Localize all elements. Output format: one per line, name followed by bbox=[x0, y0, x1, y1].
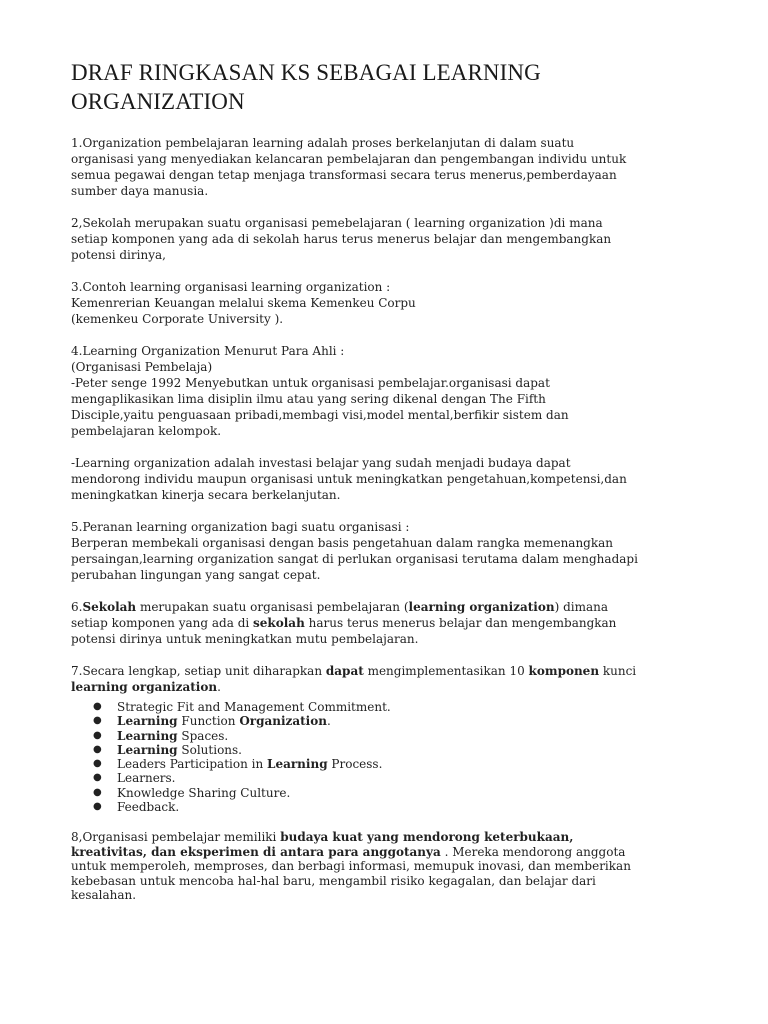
paragraph-line: mengaplikasikan lima disiplin ilmu atau yang sering dikenal dengan The Fifth bbox=[71, 392, 546, 406]
paragraph-line: mendorong individu maupun organisasi untuk meningkatkan pengetahuan,kompetensi,dan bbox=[71, 472, 627, 486]
bold-run: Sekolah bbox=[82, 600, 137, 614]
paragraph-line: (Organisasi Pembelaja) bbox=[71, 360, 213, 374]
text-run: Feedback. bbox=[117, 800, 180, 815]
bold-run: budaya kuat yang mendorong keterbukaan, bbox=[280, 830, 574, 845]
paragraph-line: 5.Peranan learning organization bagi suatu organisasi : bbox=[71, 520, 410, 534]
text-run: 6. bbox=[71, 600, 83, 614]
bold-run: komponen bbox=[528, 664, 600, 678]
paragraph-line bbox=[71, 599, 668, 615]
paragraph-line: 3.Contoh learning organisasi learning organization : bbox=[71, 280, 391, 294]
list-item bbox=[71, 729, 668, 743]
paragraph-line: kesalahan. bbox=[71, 888, 137, 903]
list-item bbox=[71, 714, 668, 728]
bold-run: Learning bbox=[117, 742, 178, 757]
paragraph-line: potensi dirinya, bbox=[71, 248, 166, 262]
bullet-icon: ● bbox=[93, 772, 102, 784]
paragraph-line bbox=[71, 615, 668, 631]
bold-run: Organization bbox=[239, 714, 327, 729]
list-item bbox=[71, 800, 668, 814]
bold-run: kreativitas, dan eksperimen di antara para anggotanya bbox=[71, 844, 441, 859]
text-run: merupakan suatu organisasi pembelajaran ( bbox=[136, 600, 409, 614]
bold-run: Learning bbox=[267, 757, 328, 772]
text-run: Leaders Participation in bbox=[117, 757, 268, 772]
paragraph-line: pembelajaran kelompok. bbox=[71, 424, 222, 438]
bold-run: learning organization bbox=[408, 600, 555, 614]
bold-run: dapat bbox=[325, 664, 364, 678]
text-run: Solutions. bbox=[177, 742, 242, 757]
text-run: 7.Secara lengkap, setiap unit diharapkan bbox=[71, 664, 326, 678]
text-run: Spaces. bbox=[177, 728, 229, 743]
paragraph-line: Disciple,yaitu penguasaan pribadi,membagi visi,model mental,berfikir sistem dan bbox=[71, 408, 569, 422]
paragraph-line: 1.Organization pembelajaran learning adalah proses berkelanjutan di dalam suatu bbox=[71, 136, 575, 150]
paragraph-6 bbox=[71, 599, 668, 647]
paragraph-8 bbox=[71, 830, 668, 903]
paragraph-line: meningkatkan kinerja secara berkelanjutan. bbox=[71, 488, 341, 502]
list-item bbox=[71, 700, 668, 714]
paragraph-line bbox=[71, 663, 668, 679]
paragraph-line bbox=[71, 845, 668, 860]
paragraph-line: 2,Sekolah merupakan suatu organisasi pemebelajaran ( learning organization )di mana bbox=[71, 216, 603, 230]
list-item bbox=[71, 771, 668, 785]
text-run: harus terus menerus belajar dan mengembangkan bbox=[304, 616, 617, 630]
text-run: mengimplementasikan 10 bbox=[363, 664, 529, 678]
text-run: Knowledge Sharing Culture. bbox=[117, 785, 291, 800]
title-line-2: ORGANIZATION bbox=[71, 89, 245, 114]
bold-run: Learning bbox=[117, 728, 178, 743]
paragraph-1 bbox=[71, 135, 668, 199]
text-run: setiap komponen yang ada di bbox=[71, 616, 254, 630]
paragraph-line: semua pegawai dengan tetap menjaga transformasi secara terus menerus,pemberdayaan bbox=[71, 168, 617, 182]
paragraph-line: -Learning organization adalah investasi belajar yang sudah menjadi budaya dapat bbox=[71, 456, 571, 470]
paragraph-line: persaingan,learning organization sangat di perlukan organisasi terutama dalam menghadapi bbox=[71, 552, 638, 566]
component-list bbox=[71, 700, 668, 814]
bullet-icon: ● bbox=[93, 786, 102, 798]
text-run: 8,Organisasi pembelajar memiliki bbox=[71, 830, 281, 845]
text-run: Function bbox=[177, 714, 240, 729]
paragraph-line: 4.Learning Organization Menurut Para Ahli : bbox=[71, 344, 345, 358]
paragraph-line: setiap komponen yang ada di sekolah harus terus menerus belajar dan mengembangkan bbox=[71, 232, 612, 246]
bold-run: Learning bbox=[117, 714, 178, 729]
paragraph-7 bbox=[71, 663, 668, 695]
bullet-icon: ● bbox=[93, 743, 102, 755]
text-run: kunci bbox=[599, 664, 637, 678]
paragraph-line: untuk memperoleh, memproses, dan berbagi informasi, memupuk inovasi, dan memberikan bbox=[71, 859, 631, 874]
paragraph-line: perubahan lingungan yang sangat cepat. bbox=[71, 568, 321, 582]
paragraph-2 bbox=[71, 215, 668, 263]
paragraph-line: Berperan membekali organisasi dengan basis pengetahuan dalam rangka memenangkan bbox=[71, 536, 614, 550]
paragraph-4b bbox=[71, 455, 668, 503]
paragraph-line: potensi dirinya untuk meningkatkan mutu pembelajaran. bbox=[71, 632, 419, 646]
list-item bbox=[71, 757, 668, 771]
list-item bbox=[71, 786, 668, 800]
bullet-icon: ● bbox=[93, 758, 102, 770]
paragraph-line bbox=[71, 830, 668, 845]
text-run: . Mereka mendorong anggota bbox=[440, 844, 626, 859]
text-run: . bbox=[326, 714, 331, 729]
document-title bbox=[71, 58, 668, 116]
paragraph-line: sumber daya manusia. bbox=[71, 184, 209, 198]
bullet-icon: ● bbox=[93, 801, 102, 813]
list-item bbox=[71, 743, 668, 757]
title-line-1: DRAF RINGKASAN KS SEBAGAI LEARNING bbox=[71, 60, 541, 85]
paragraph-line bbox=[71, 679, 668, 695]
bullet-icon: ● bbox=[93, 729, 102, 741]
paragraph-5 bbox=[71, 519, 668, 583]
text-run: Process. bbox=[327, 757, 383, 772]
bullet-icon: ● bbox=[93, 715, 102, 727]
text-run: Strategic Fit and Management Commitment. bbox=[117, 700, 391, 714]
bold-run: sekolah bbox=[253, 616, 305, 630]
text-run: Learners. bbox=[117, 771, 176, 786]
paragraph-line: (kemenkeu Corporate University ). bbox=[71, 312, 284, 326]
paragraph-line: Kemenrerian Keuangan melalui skema Kemenkeu Corpu bbox=[71, 296, 416, 310]
paragraph-line: kebebasan untuk mencoba hal-hal baru, mengambil risiko kegagalan, dan belajar dari bbox=[71, 873, 596, 888]
text-run: . bbox=[217, 680, 221, 694]
paragraph-line: organisasi yang menyediakan kelancaran pembelajaran dan pengembangan individu untuk bbox=[71, 152, 627, 166]
bullet-icon: ● bbox=[93, 701, 102, 712]
text-run: ) dimana bbox=[554, 600, 609, 614]
bold-run: learning organization bbox=[71, 680, 218, 694]
paragraph-line: -Peter senge 1992 Menyebutkan untuk organisasi pembelajar.organisasi dapat bbox=[71, 376, 550, 390]
paragraph-3 bbox=[71, 279, 668, 327]
paragraph-4 bbox=[71, 343, 668, 439]
